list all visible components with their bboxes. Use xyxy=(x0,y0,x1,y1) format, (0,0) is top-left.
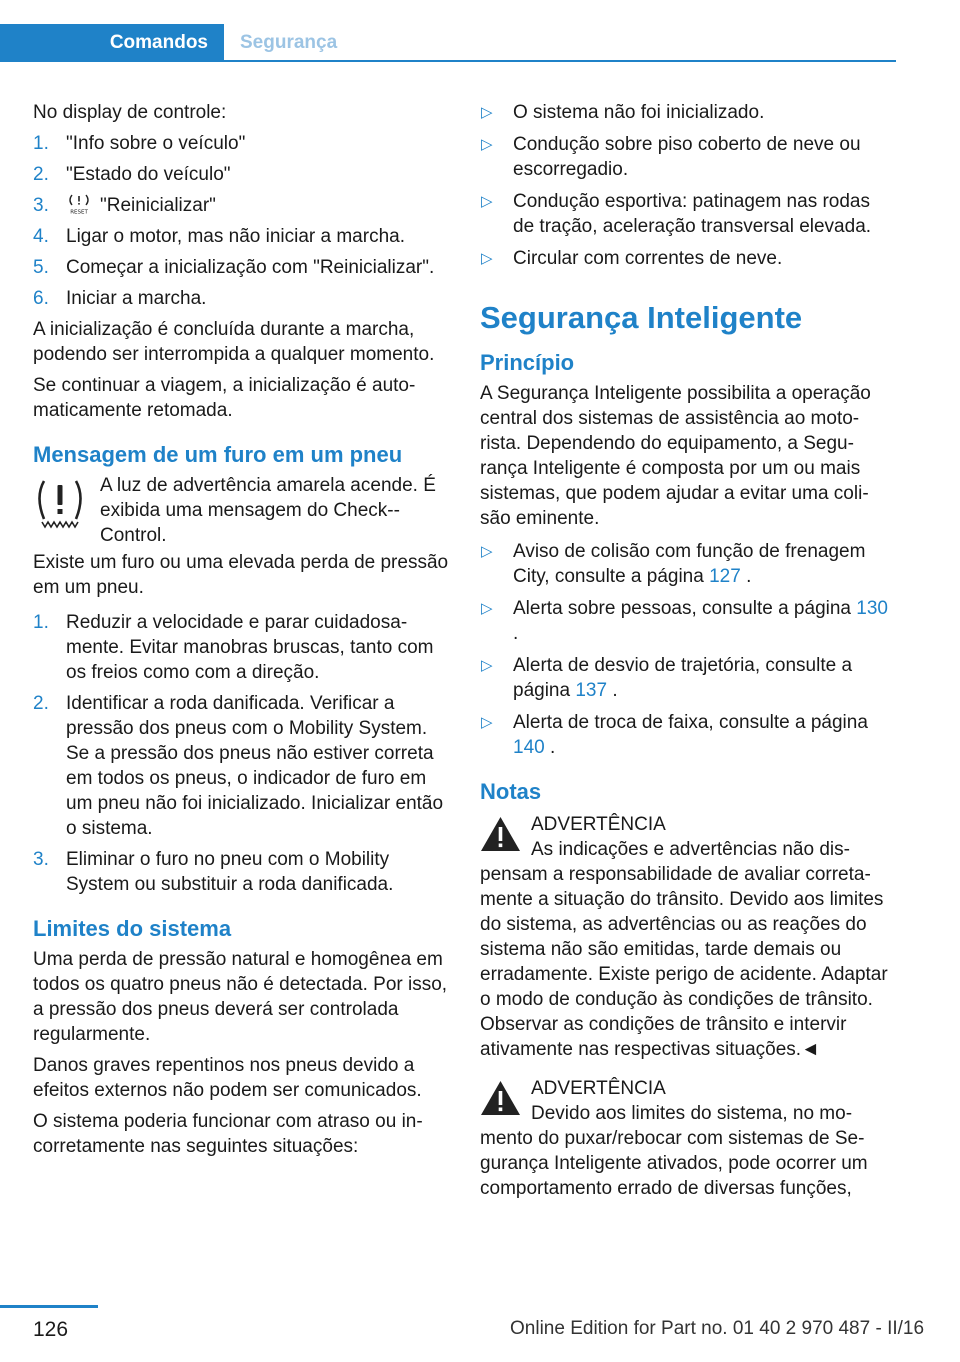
list-item: ▷ O sistema não foi inicializado. xyxy=(481,102,765,123)
tab-comandos-label: Comandos xyxy=(109,32,208,53)
list-item: ▷ Aviso de colisão com função de frenagem City, consulte a página 127 . xyxy=(481,541,866,587)
edition-text: Online Edition for Part no. 01 40 2 970 487 - II/16 xyxy=(510,1318,925,1339)
list-item: 2. Identificar a roda danificada. Verificar a pressão dos pneus com o Mobility System. Se a pressão dos pneus não estiver correta em todos os pneus, o indicador de furo em um pneu não foi inicializado. Inicializar então o sistema. xyxy=(33,693,444,839)
list-item: 5. Começar a inicialização com "Reinicializar". xyxy=(33,257,435,278)
list-item: 1. Reduzir a velocidade e parar cuidadosamente. Evitar manobras bruscas, tanto com os freios como com a direção. xyxy=(33,612,434,683)
tab-seguranca[interactable]: Segurança xyxy=(240,32,338,53)
warning-title: ADVERTÊNCIA xyxy=(531,814,666,835)
page-reference-link[interactable]: 137 xyxy=(575,680,608,701)
warning-light-text: A luz de advertência amarela acende. É exibida uma mensagem do Check-Control. xyxy=(100,475,436,546)
paragraph: Danos graves repentinos nos pneus devido a efeitos externos não podem ser comunicados. xyxy=(33,1055,422,1101)
section-heading-flat-tire: Mensagem de um furo em um pneu xyxy=(33,442,403,467)
warning-triangle-icon xyxy=(480,816,521,852)
list-item: 6. Iniciar a marcha. xyxy=(33,288,207,309)
paragraph: A inicialização é concluída durante a marcha, podendo ser interrompida a qualquer momento. xyxy=(33,319,435,365)
paragraph: O sistema poderia funcionar com atraso ou incorretamente nas seguintes situações: xyxy=(33,1111,423,1157)
svg-text:RESET: RESET xyxy=(70,209,88,215)
list-item: 2. "Estado do veículo" xyxy=(33,164,231,185)
section-heading-limits: Limites do sistema xyxy=(33,916,232,941)
header-rule xyxy=(224,60,896,62)
page-header xyxy=(0,0,960,62)
page-number: 126 xyxy=(33,1318,69,1341)
warning-title: ADVERTÊNCIA xyxy=(531,1078,666,1099)
section-heading-intelligent-safety: Segurança Inteligente xyxy=(480,300,803,335)
list-item: ▷ Alerta sobre pessoas, consulte a página 130 . xyxy=(481,598,888,644)
limits-bullet-list xyxy=(480,100,892,271)
paragraph: Se continuar a viagem, a inicialização é automaticamente retomada. xyxy=(33,375,416,421)
list-item: 4. Ligar o motor, mas não iniciar a marcha. xyxy=(33,226,405,247)
list-item: 3. RESET "Reinicializar" xyxy=(33,195,216,216)
systems-bullet-list xyxy=(480,539,892,760)
left-column xyxy=(33,100,451,1165)
page-reference-link[interactable]: 127 xyxy=(709,566,741,587)
warning-light-block xyxy=(33,473,451,548)
warning-triangle-icon xyxy=(480,1080,521,1116)
tire-pressure-warning-icon xyxy=(33,475,87,531)
warning-note-2 xyxy=(480,1076,892,1201)
list-item: 3. Eliminar o furo no pneu com o Mobility System ou substituir a roda danificada. xyxy=(33,849,394,895)
warning-text: As indicações e advertências não dispensam a responsabilidade de avaliar corretamente a situação do trânsito. Devido aos limites do sistema, as advertências ou as reações do sistema não são emitidas, tarde demais ou erradamente. Existe perigo de acidente. Adaptar o modo de condução às condições de trânsito. Observar as condições de trânsito e intervir ativamente nas respectivas situações.◄ xyxy=(480,839,888,1060)
warning-text: Devido aos limites do sistema, no momento do puxar/rebocar com sistemas de Segurança Inteligente ativados, pode ocorrer um comportamento errado de diversas funções, xyxy=(480,1103,868,1199)
list-item: ▷ Alerta de troca de faixa, consulte a página 140 . xyxy=(481,712,868,758)
page-reference-link[interactable]: 130 xyxy=(856,598,888,619)
section-heading-principle: Princípio xyxy=(480,350,575,375)
list-item: ▷ Circular com correntes de neve. xyxy=(481,248,783,269)
section-heading-notes: Notas xyxy=(480,779,542,804)
paragraph: A Segurança Inteligente possibilita a operação central dos sistemas de assistência ao motorista. Dependendo do equipamento, a Segurança Inteligente é composta por um ou mais sistemas, que podem ajudar a evitar uma colisão eminente. xyxy=(480,383,871,529)
list-item: 1. "Info sobre o veículo" xyxy=(33,133,246,154)
steps-list-1 xyxy=(33,131,451,311)
right-column xyxy=(480,100,892,1201)
paragraph: Existe um furo ou uma elevada perda de pressão em um pneu. xyxy=(33,552,449,598)
page-reference-link[interactable]: 140 xyxy=(513,737,545,758)
footer-rule xyxy=(0,1305,98,1308)
intro-text: No display de controle: xyxy=(33,102,227,123)
tab-comandos[interactable] xyxy=(0,24,224,62)
steps-list-2 xyxy=(33,610,451,897)
paragraph: Uma perda de pressão natural e homogênea em todos os quatro pneus não é detectada. Por isso, a pressão dos pneus deverá ser controlada regularmente. xyxy=(33,949,448,1045)
warning-note-1 xyxy=(480,812,892,1062)
list-item: ▷ Condução sobre piso coberto de neve ou escorregadio. xyxy=(481,134,861,180)
list-item: ▷ Condução esportiva: patinagem nas rodas de tração, aceleração transversal elevada. xyxy=(481,191,872,237)
list-item: ▷ Alerta de desvio de trajetória, consulte a página 137 . xyxy=(481,655,853,701)
reset-icon xyxy=(66,193,92,215)
